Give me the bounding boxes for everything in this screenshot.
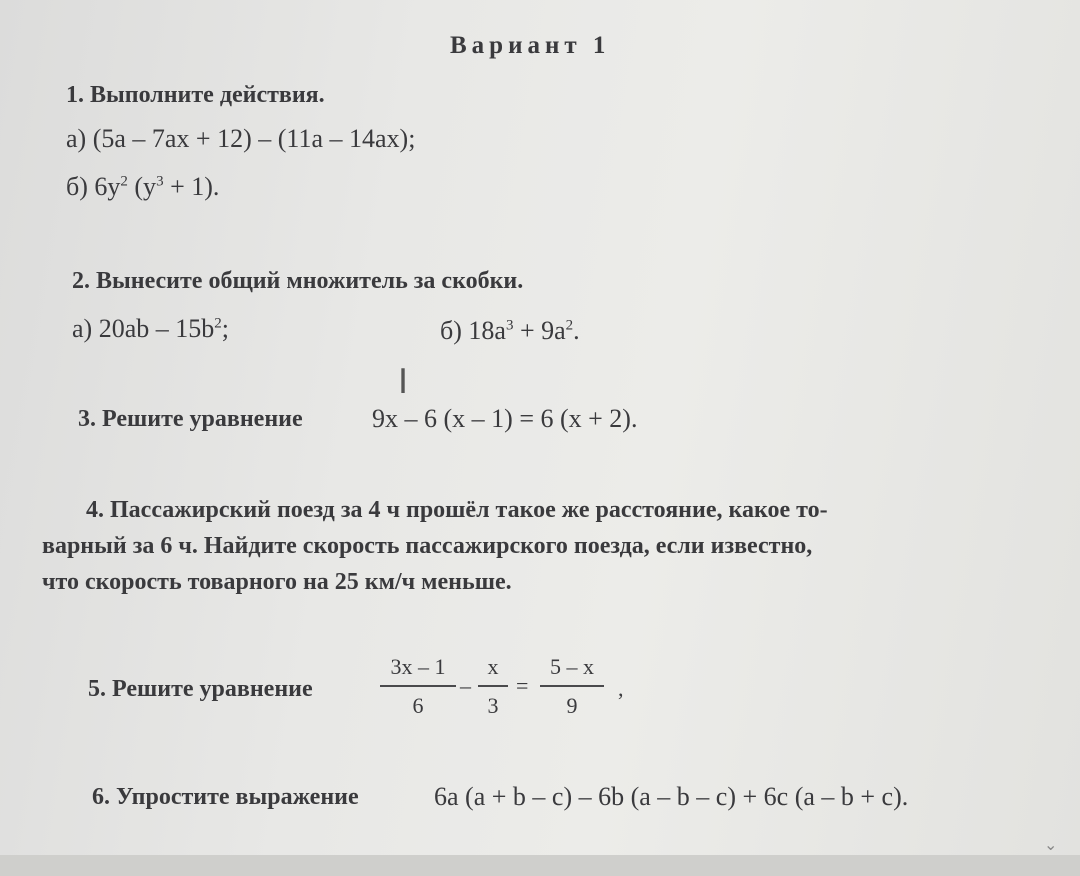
task3-equation: 9x – 6 (x – 1) = 6 (x + 2). xyxy=(372,404,638,433)
task4-text xyxy=(42,492,1062,600)
task2-part-b: б) $18a^3 + 9a^2$. xyxy=(440,316,580,345)
minus-sign: – xyxy=(460,673,471,698)
variant-title: Вариант 1 xyxy=(450,32,611,59)
task5-heading: 5. Решите уравнение xyxy=(88,676,313,702)
task1-part-a: а) (5a – 7ax + 12) – (11a – 14ax); xyxy=(66,124,416,153)
task2-heading: 2. Вынесите общий множитель за скобки. xyxy=(72,268,524,294)
equals-sign: = xyxy=(516,673,529,698)
fraction-2-numerator: x xyxy=(487,654,499,679)
page-bottom-edge xyxy=(0,855,1080,876)
task4-line: 4. Пассажирский поезд за 4 ч прошёл такое же расстояние, какое то- xyxy=(86,497,828,523)
task2-part-a: а) $20ab - 15b^2$; xyxy=(72,314,229,343)
fraction-3-denominator: 9 xyxy=(566,693,578,718)
task1-part-b: б) $6y^2$ $(y^3 + 1)$. xyxy=(66,172,220,201)
fraction-2-bar xyxy=(478,685,508,687)
fraction-1-denominator: 6 xyxy=(412,693,424,718)
fraction-2 xyxy=(478,654,508,719)
task6-heading: 6. Упростите выражение xyxy=(92,784,359,810)
task4-line: что скорость товарного на 25 км/ч меньше. xyxy=(42,569,512,595)
task1-heading: 1. Выполните действия. xyxy=(66,82,325,108)
task3-heading: 3. Решите уравнение xyxy=(78,406,303,432)
fraction-3-numerator: 5 – x xyxy=(550,654,594,679)
text-cursor-icon: I xyxy=(398,362,409,402)
fraction-3 xyxy=(540,654,604,719)
fraction-1-bar xyxy=(380,685,456,687)
chevron-down-icon: ⌄ xyxy=(1044,835,1058,854)
fraction-1 xyxy=(380,654,456,719)
fraction-2-denominator: 3 xyxy=(487,693,499,718)
equation-end-punctuation: , xyxy=(618,676,624,701)
fraction-3-bar xyxy=(540,685,604,687)
fraction-1-numerator: 3x – 1 xyxy=(390,654,446,679)
task6-expression: 6a (a + b – c) – 6b (a – b – c) + 6c (a – b + c). xyxy=(434,782,909,811)
task4-line: варный за 6 ч. Найдите скорость пассажирского поезда, если известно, xyxy=(42,533,813,559)
